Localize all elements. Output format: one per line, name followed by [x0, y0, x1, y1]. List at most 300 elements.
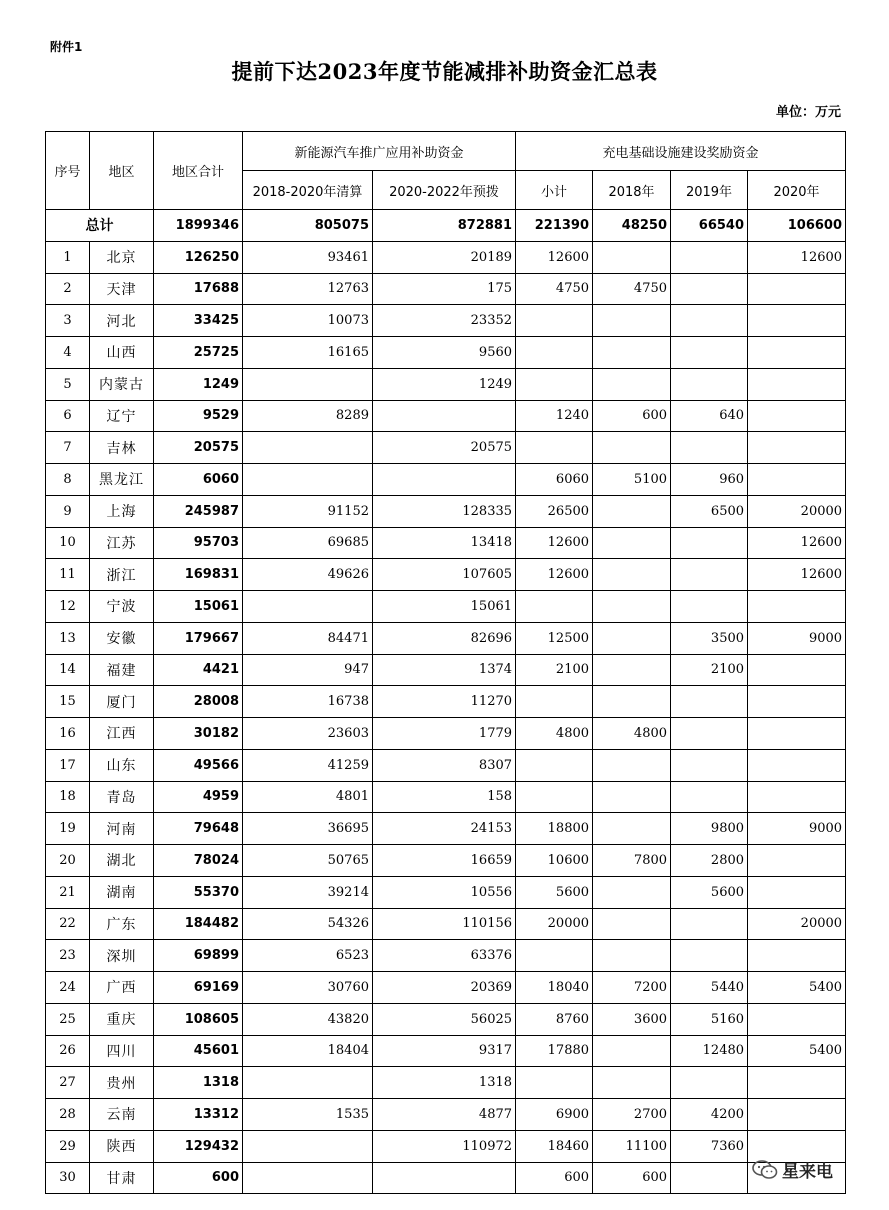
row-nev-2018-2020: 16738 [243, 686, 373, 718]
row-nev-2020-2022: 16659 [373, 845, 516, 877]
row-total: 6060 [154, 464, 243, 496]
row-total: 95703 [154, 527, 243, 559]
row-region: 四川 [90, 1035, 154, 1067]
table-row [46, 781, 846, 813]
row-charging-2018: 2700 [593, 1099, 671, 1131]
row-total: 4421 [154, 654, 243, 686]
header-2018: 2018年 [593, 171, 671, 210]
row-total: 78024 [154, 845, 243, 877]
row-region: 山西 [90, 337, 154, 369]
row-charging-2020: 20000 [748, 908, 846, 940]
row-charging-2020 [748, 686, 846, 718]
row-nev-2018-2020 [243, 368, 373, 400]
summary-row [46, 210, 846, 242]
row-charging-2018: 600 [593, 400, 671, 432]
row-total: 108605 [154, 1003, 243, 1035]
row-charging-2020 [748, 845, 846, 877]
row-seq: 17 [46, 749, 90, 781]
row-charging-2018 [593, 1067, 671, 1099]
row-charging-subtotal: 12500 [516, 622, 593, 654]
row-region: 广西 [90, 972, 154, 1004]
row-charging-subtotal [516, 368, 593, 400]
row-nev-2018-2020: 36695 [243, 813, 373, 845]
row-charging-2020 [748, 464, 846, 496]
row-nev-2020-2022: 4877 [373, 1099, 516, 1131]
row-charging-subtotal: 1240 [516, 400, 593, 432]
table-row [46, 1130, 846, 1162]
row-seq: 28 [46, 1099, 90, 1131]
row-nev-2018-2020 [243, 432, 373, 464]
row-nev-2018-2020: 93461 [243, 241, 373, 273]
row-charging-subtotal [516, 591, 593, 623]
table-row [46, 241, 846, 273]
row-region: 深圳 [90, 940, 154, 972]
row-nev-2018-2020 [243, 591, 373, 623]
row-nev-2020-2022: 24153 [373, 813, 516, 845]
row-region: 青岛 [90, 781, 154, 813]
row-seq: 3 [46, 305, 90, 337]
row-nev-2018-2020: 39214 [243, 876, 373, 908]
row-nev-2018-2020: 16165 [243, 337, 373, 369]
row-seq: 14 [46, 654, 90, 686]
row-total: 169831 [154, 559, 243, 591]
row-charging-2018: 600 [593, 1162, 671, 1194]
row-charging-2018 [593, 781, 671, 813]
table-header [46, 132, 846, 210]
row-charging-2019 [671, 908, 748, 940]
row-nev-2020-2022: 110972 [373, 1130, 516, 1162]
row-charging-2018 [593, 908, 671, 940]
header-region-total: 地区合计 [154, 132, 243, 210]
row-region: 江西 [90, 718, 154, 750]
row-region: 广东 [90, 908, 154, 940]
row-nev-2020-2022: 63376 [373, 940, 516, 972]
table-row [46, 845, 846, 877]
row-region: 山东 [90, 749, 154, 781]
row-charging-2018 [593, 559, 671, 591]
row-region: 上海 [90, 495, 154, 527]
row-charging-2018: 7800 [593, 845, 671, 877]
row-charging-2018 [593, 368, 671, 400]
row-charging-2020 [748, 337, 846, 369]
row-total: 55370 [154, 876, 243, 908]
row-charging-2020: 9000 [748, 813, 846, 845]
table-row [46, 1035, 846, 1067]
row-charging-2018 [593, 591, 671, 623]
row-seq: 1 [46, 241, 90, 273]
row-total: 17688 [154, 273, 243, 305]
row-nev-2020-2022: 8307 [373, 749, 516, 781]
row-charging-2020 [748, 273, 846, 305]
table-row [46, 749, 846, 781]
row-charging-2020 [748, 591, 846, 623]
row-total: 69899 [154, 940, 243, 972]
table-row [46, 400, 846, 432]
row-charging-2019 [671, 527, 748, 559]
row-nev-2020-2022: 107605 [373, 559, 516, 591]
row-nev-2020-2022: 1779 [373, 718, 516, 750]
row-nev-2020-2022: 1318 [373, 1067, 516, 1099]
row-charging-subtotal [516, 1067, 593, 1099]
row-nev-2018-2020: 18404 [243, 1035, 373, 1067]
row-nev-2020-2022: 15061 [373, 591, 516, 623]
table-row [46, 464, 846, 496]
row-nev-2018-2020: 1535 [243, 1099, 373, 1131]
row-nev-2020-2022: 1249 [373, 368, 516, 400]
table-row [46, 368, 846, 400]
header-subtotal: 小计 [516, 171, 593, 210]
row-nev-2018-2020: 10073 [243, 305, 373, 337]
table-row [46, 495, 846, 527]
row-charging-2020 [748, 654, 846, 686]
summary-label: 总计 [46, 210, 154, 242]
row-charging-2019: 7360 [671, 1130, 748, 1162]
row-charging-2020 [748, 940, 846, 972]
document-title: 提前下达2023年度节能减排补助资金汇总表 [231, 59, 658, 84]
summary-value: 66540 [671, 210, 748, 242]
row-nev-2020-2022: 9317 [373, 1035, 516, 1067]
row-seq: 13 [46, 622, 90, 654]
row-nev-2018-2020: 41259 [243, 749, 373, 781]
row-charging-subtotal: 18040 [516, 972, 593, 1004]
row-nev-2018-2020: 43820 [243, 1003, 373, 1035]
row-charging-2019 [671, 940, 748, 972]
row-charging-2020: 12600 [748, 527, 846, 559]
row-region: 宁波 [90, 591, 154, 623]
row-seq: 10 [46, 527, 90, 559]
row-charging-2020 [748, 400, 846, 432]
row-charging-2018 [593, 241, 671, 273]
row-charging-2019 [671, 1067, 748, 1099]
row-charging-2019 [671, 305, 748, 337]
row-seq: 19 [46, 813, 90, 845]
row-charging-2019 [671, 686, 748, 718]
row-nev-2020-2022: 13418 [373, 527, 516, 559]
row-seq: 30 [46, 1162, 90, 1194]
summary-value: 872881 [373, 210, 516, 242]
table-row [46, 654, 846, 686]
row-charging-2018: 3600 [593, 1003, 671, 1035]
row-region: 福建 [90, 654, 154, 686]
table-row [46, 622, 846, 654]
summary-value: 106600 [748, 210, 846, 242]
row-seq: 5 [46, 368, 90, 400]
row-total: 33425 [154, 305, 243, 337]
row-region: 河南 [90, 813, 154, 845]
row-seq: 2 [46, 273, 90, 305]
row-seq: 27 [46, 1067, 90, 1099]
attachment-label: 附件1 [50, 40, 83, 54]
row-total: 20575 [154, 432, 243, 464]
row-charging-subtotal [516, 305, 593, 337]
header-charging-group: 充电基础设施建设奖励资金 [516, 132, 846, 171]
row-charging-2019: 9800 [671, 813, 748, 845]
row-nev-2020-2022: 82696 [373, 622, 516, 654]
row-charging-subtotal [516, 432, 593, 464]
table-row [46, 559, 846, 591]
row-region: 甘肃 [90, 1162, 154, 1194]
table-body [46, 210, 846, 1194]
header-2020: 2020年 [748, 171, 846, 210]
table-row [46, 718, 846, 750]
row-charging-subtotal: 18460 [516, 1130, 593, 1162]
row-region: 湖南 [90, 876, 154, 908]
header-region: 地区 [90, 132, 154, 210]
row-charging-2018 [593, 305, 671, 337]
row-charging-2018 [593, 1035, 671, 1067]
row-seq: 25 [46, 1003, 90, 1035]
row-charging-subtotal: 12600 [516, 241, 593, 273]
row-charging-2018 [593, 686, 671, 718]
table-row [46, 1003, 846, 1035]
row-seq: 12 [46, 591, 90, 623]
row-seq: 23 [46, 940, 90, 972]
row-charging-subtotal: 20000 [516, 908, 593, 940]
row-region: 重庆 [90, 1003, 154, 1035]
row-total: 1318 [154, 1067, 243, 1099]
row-charging-2019: 5600 [671, 876, 748, 908]
row-seq: 18 [46, 781, 90, 813]
row-seq: 15 [46, 686, 90, 718]
row-charging-2018: 4750 [593, 273, 671, 305]
row-charging-subtotal [516, 749, 593, 781]
row-seq: 4 [46, 337, 90, 369]
row-charging-2019: 960 [671, 464, 748, 496]
row-region: 江苏 [90, 527, 154, 559]
row-nev-2018-2020 [243, 1067, 373, 1099]
row-nev-2018-2020: 30760 [243, 972, 373, 1004]
row-seq: 8 [46, 464, 90, 496]
row-charging-subtotal: 12600 [516, 559, 593, 591]
row-charging-2018 [593, 622, 671, 654]
row-charging-2020: 12600 [748, 241, 846, 273]
row-charging-2018 [593, 813, 671, 845]
header-nev-group: 新能源汽车推广应用补助资金 [243, 132, 516, 171]
row-charging-2020 [748, 749, 846, 781]
row-charging-2020: 5400 [748, 972, 846, 1004]
row-charging-2019: 4200 [671, 1099, 748, 1131]
subsidy-summary-table [45, 131, 846, 1194]
row-charging-subtotal: 5600 [516, 876, 593, 908]
row-nev-2018-2020 [243, 1130, 373, 1162]
row-charging-2018 [593, 432, 671, 464]
row-nev-2018-2020: 6523 [243, 940, 373, 972]
row-charging-2020 [748, 876, 846, 908]
table-row [46, 305, 846, 337]
row-seq: 7 [46, 432, 90, 464]
row-charging-2018 [593, 654, 671, 686]
row-total: 13312 [154, 1099, 243, 1131]
row-seq: 24 [46, 972, 90, 1004]
row-seq: 21 [46, 876, 90, 908]
row-total: 4959 [154, 781, 243, 813]
row-region: 厦门 [90, 686, 154, 718]
summary-value: 221390 [516, 210, 593, 242]
row-charging-2018 [593, 940, 671, 972]
row-nev-2018-2020: 947 [243, 654, 373, 686]
row-charging-2020: 5400 [748, 1035, 846, 1067]
row-charging-subtotal: 10600 [516, 845, 593, 877]
row-charging-2018 [593, 527, 671, 559]
row-nev-2018-2020: 84471 [243, 622, 373, 654]
row-charging-2020 [748, 718, 846, 750]
table-row [46, 972, 846, 1004]
row-charging-2020: 20000 [748, 495, 846, 527]
row-charging-subtotal: 6060 [516, 464, 593, 496]
row-charging-subtotal: 2100 [516, 654, 593, 686]
table-row [46, 876, 846, 908]
row-charging-subtotal: 18800 [516, 813, 593, 845]
row-nev-2020-2022: 11270 [373, 686, 516, 718]
row-charging-2019 [671, 241, 748, 273]
row-seq: 6 [46, 400, 90, 432]
row-seq: 29 [46, 1130, 90, 1162]
row-total: 30182 [154, 718, 243, 750]
row-charging-2018: 11100 [593, 1130, 671, 1162]
row-charging-subtotal: 12600 [516, 527, 593, 559]
row-nev-2020-2022: 110156 [373, 908, 516, 940]
row-charging-2019 [671, 559, 748, 591]
row-charging-2019 [671, 368, 748, 400]
row-nev-2020-2022: 175 [373, 273, 516, 305]
row-nev-2018-2020 [243, 1162, 373, 1194]
unit-label: 单位：万元 [775, 105, 841, 120]
row-total: 25725 [154, 337, 243, 369]
row-charging-2020 [748, 1003, 846, 1035]
row-nev-2018-2020: 12763 [243, 273, 373, 305]
row-charging-2018 [593, 337, 671, 369]
row-charging-2020 [748, 368, 846, 400]
row-charging-subtotal [516, 781, 593, 813]
table-row [46, 1099, 846, 1131]
row-charging-subtotal: 4800 [516, 718, 593, 750]
row-total: 69169 [154, 972, 243, 1004]
row-charging-2019: 12480 [671, 1035, 748, 1067]
row-charging-2020 [748, 1099, 846, 1131]
row-charging-2018: 5100 [593, 464, 671, 496]
row-seq: 20 [46, 845, 90, 877]
row-nev-2020-2022: 20189 [373, 241, 516, 273]
row-region: 内蒙古 [90, 368, 154, 400]
row-region: 黑龙江 [90, 464, 154, 496]
row-charging-2018 [593, 876, 671, 908]
row-region: 辽宁 [90, 400, 154, 432]
row-total: 9529 [154, 400, 243, 432]
row-charging-subtotal: 17880 [516, 1035, 593, 1067]
row-charging-subtotal: 6900 [516, 1099, 593, 1131]
row-charging-subtotal: 26500 [516, 495, 593, 527]
watermark-text: 星来电 [782, 1162, 833, 1182]
table-row [46, 527, 846, 559]
row-charging-subtotal [516, 940, 593, 972]
row-charging-2019 [671, 273, 748, 305]
table-row [46, 686, 846, 718]
row-charging-subtotal [516, 337, 593, 369]
row-nev-2020-2022: 158 [373, 781, 516, 813]
table-row [46, 432, 846, 464]
row-nev-2020-2022: 128335 [373, 495, 516, 527]
row-charging-2019: 2100 [671, 654, 748, 686]
row-charging-2019 [671, 749, 748, 781]
row-nev-2018-2020: 23603 [243, 718, 373, 750]
row-charging-2018 [593, 749, 671, 781]
row-charging-subtotal: 600 [516, 1162, 593, 1194]
row-total: 245987 [154, 495, 243, 527]
row-nev-2020-2022 [373, 1162, 516, 1194]
row-charging-2020 [748, 305, 846, 337]
summary-value: 805075 [243, 210, 373, 242]
row-total: 600 [154, 1162, 243, 1194]
row-charging-2020: 12600 [748, 559, 846, 591]
row-nev-2020-2022 [373, 400, 516, 432]
table-row [46, 273, 846, 305]
row-charging-2019: 5440 [671, 972, 748, 1004]
row-nev-2018-2020 [243, 464, 373, 496]
row-charging-2019: 2800 [671, 845, 748, 877]
row-region: 云南 [90, 1099, 154, 1131]
row-charging-2019 [671, 718, 748, 750]
table-row [46, 813, 846, 845]
summary-value: 1899346 [154, 210, 243, 242]
table-row [46, 1162, 846, 1194]
row-charging-2020: 9000 [748, 622, 846, 654]
row-nev-2018-2020: 91152 [243, 495, 373, 527]
header-nev-2020-2022: 2020-2022年预拨 [373, 171, 516, 210]
row-total: 45601 [154, 1035, 243, 1067]
row-total: 179667 [154, 622, 243, 654]
row-region: 河北 [90, 305, 154, 337]
row-nev-2020-2022: 20369 [373, 972, 516, 1004]
table-row [46, 940, 846, 972]
row-nev-2018-2020: 8289 [243, 400, 373, 432]
row-region: 陕西 [90, 1130, 154, 1162]
table-row [46, 591, 846, 623]
row-total: 1249 [154, 368, 243, 400]
row-nev-2020-2022: 10556 [373, 876, 516, 908]
row-seq: 22 [46, 908, 90, 940]
row-total: 126250 [154, 241, 243, 273]
watermark [752, 1157, 833, 1182]
row-total: 28008 [154, 686, 243, 718]
table-row [46, 337, 846, 369]
header-nev-2018-2020: 2018-2020年清算 [243, 171, 373, 210]
row-total: 49566 [154, 749, 243, 781]
row-charging-subtotal [516, 686, 593, 718]
row-charging-2019 [671, 591, 748, 623]
row-nev-2020-2022: 20575 [373, 432, 516, 464]
row-nev-2018-2020: 49626 [243, 559, 373, 591]
row-charging-subtotal: 4750 [516, 273, 593, 305]
row-charging-subtotal: 8760 [516, 1003, 593, 1035]
row-region: 浙江 [90, 559, 154, 591]
row-charging-2018 [593, 495, 671, 527]
summary-value: 48250 [593, 210, 671, 242]
row-charging-2020 [748, 781, 846, 813]
row-charging-2019 [671, 432, 748, 464]
table-row [46, 908, 846, 940]
row-region: 安徽 [90, 622, 154, 654]
row-region: 贵州 [90, 1067, 154, 1099]
row-nev-2018-2020: 4801 [243, 781, 373, 813]
row-seq: 9 [46, 495, 90, 527]
row-charging-2018: 7200 [593, 972, 671, 1004]
row-nev-2018-2020: 50765 [243, 845, 373, 877]
row-total: 15061 [154, 591, 243, 623]
row-charging-2020 [748, 432, 846, 464]
row-nev-2020-2022: 1374 [373, 654, 516, 686]
row-total: 184482 [154, 908, 243, 940]
row-nev-2020-2022: 23352 [373, 305, 516, 337]
